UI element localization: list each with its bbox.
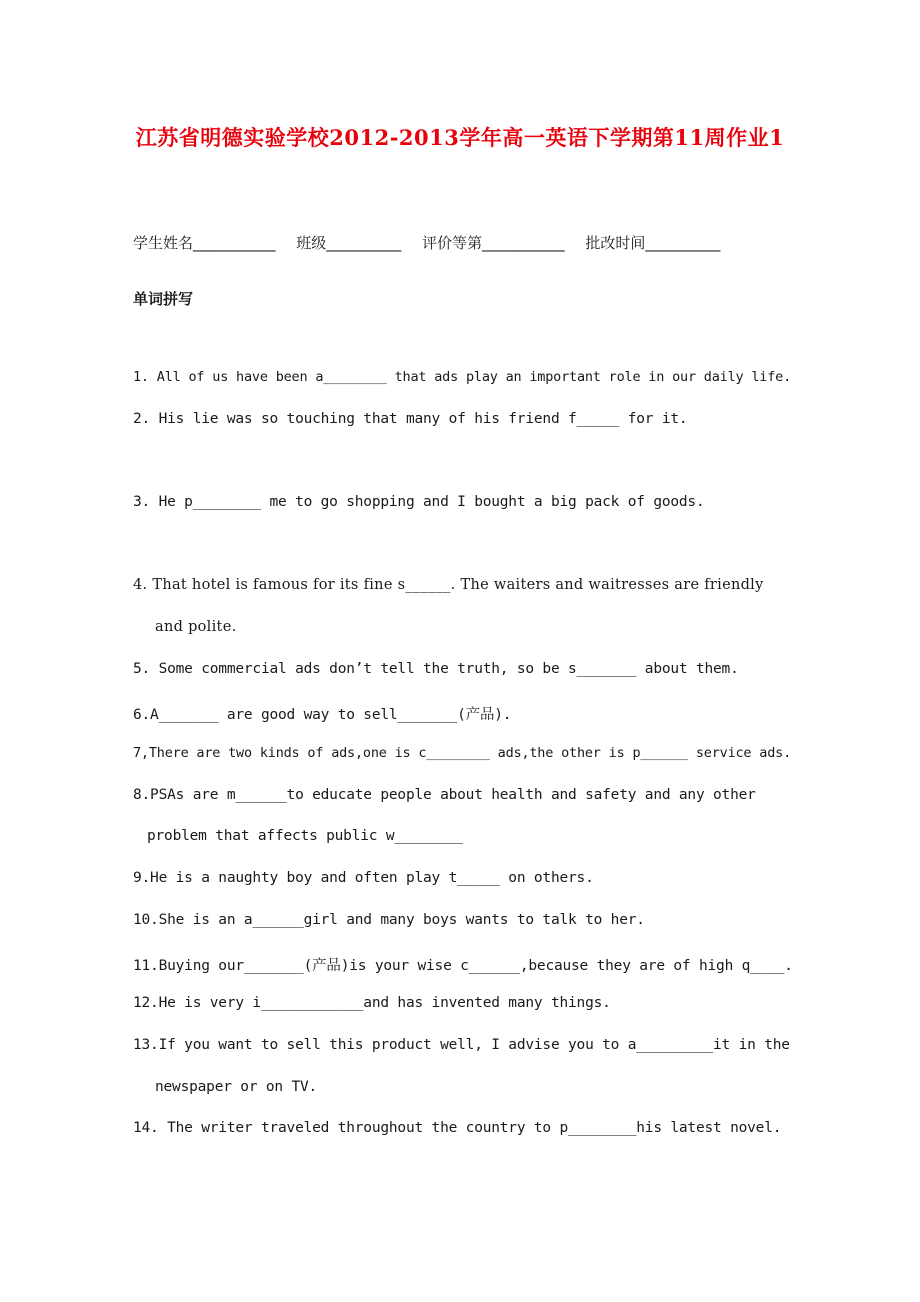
exercise-line: 3. He p________ me to go shopping and I bought a big pack of goods. xyxy=(133,494,705,510)
correction-time-field: 批改时间__________ xyxy=(585,234,721,252)
exercise-line: 8.PSAs are m______to educate people about health and safety and any other xyxy=(133,787,756,803)
exercise-line: 12.He is very i____________and has invented many things. xyxy=(133,995,611,1011)
exercise-line-continued: and polite. xyxy=(155,619,237,635)
exercise-line: 14. The writer traveled throughout the country to p________his latest novel. xyxy=(133,1120,782,1136)
section-heading: 单词拼写 xyxy=(133,290,194,308)
student-info-row xyxy=(133,232,720,253)
exercise-line: 6.A_______ are good way to sell_______(产品). xyxy=(133,707,512,723)
exercise-line: 9.He is a naughty boy and often play t_____ on others. xyxy=(133,870,594,886)
exercise-line-continued: problem that affects public w________ xyxy=(147,828,463,844)
exercise-line: 11.Buying our_______(产品)is your wise c______,because they are of high q____. xyxy=(133,958,793,974)
grade-field: 评价等第___________ xyxy=(422,234,565,252)
exercise-line: 10.She is an a______girl and many boys wants to talk to her. xyxy=(133,912,645,928)
exercise-line: 5. Some commercial ads don’t tell the truth, so be s_______ about them. xyxy=(133,661,739,677)
class-field: 班级__________ xyxy=(296,234,402,252)
exercise-line-continued: newspaper or on TV. xyxy=(155,1079,318,1095)
page-title: 江苏省明德实验学校2012-2013学年高一英语下学期第11周作业1 xyxy=(135,125,785,150)
student-name-field: 学生姓名___________ xyxy=(133,234,276,252)
exercise-line: 2. His lie was so touching that many of his friend f_____ for it. xyxy=(133,411,688,427)
exercise-line: 1. All of us have been a________ that ads play an important role in our daily life. xyxy=(133,369,791,385)
exercise-line: 7,There are two kinds of ads,one is c________ ads,the other is p______ service ads. xyxy=(133,745,791,761)
exercise-line: 4. That hotel is famous for its fine s______. The waiters and waitresses are friendly xyxy=(133,577,764,593)
exercise-line: 13.If you want to sell this product well, I advise you to a_________it in the xyxy=(133,1037,790,1053)
